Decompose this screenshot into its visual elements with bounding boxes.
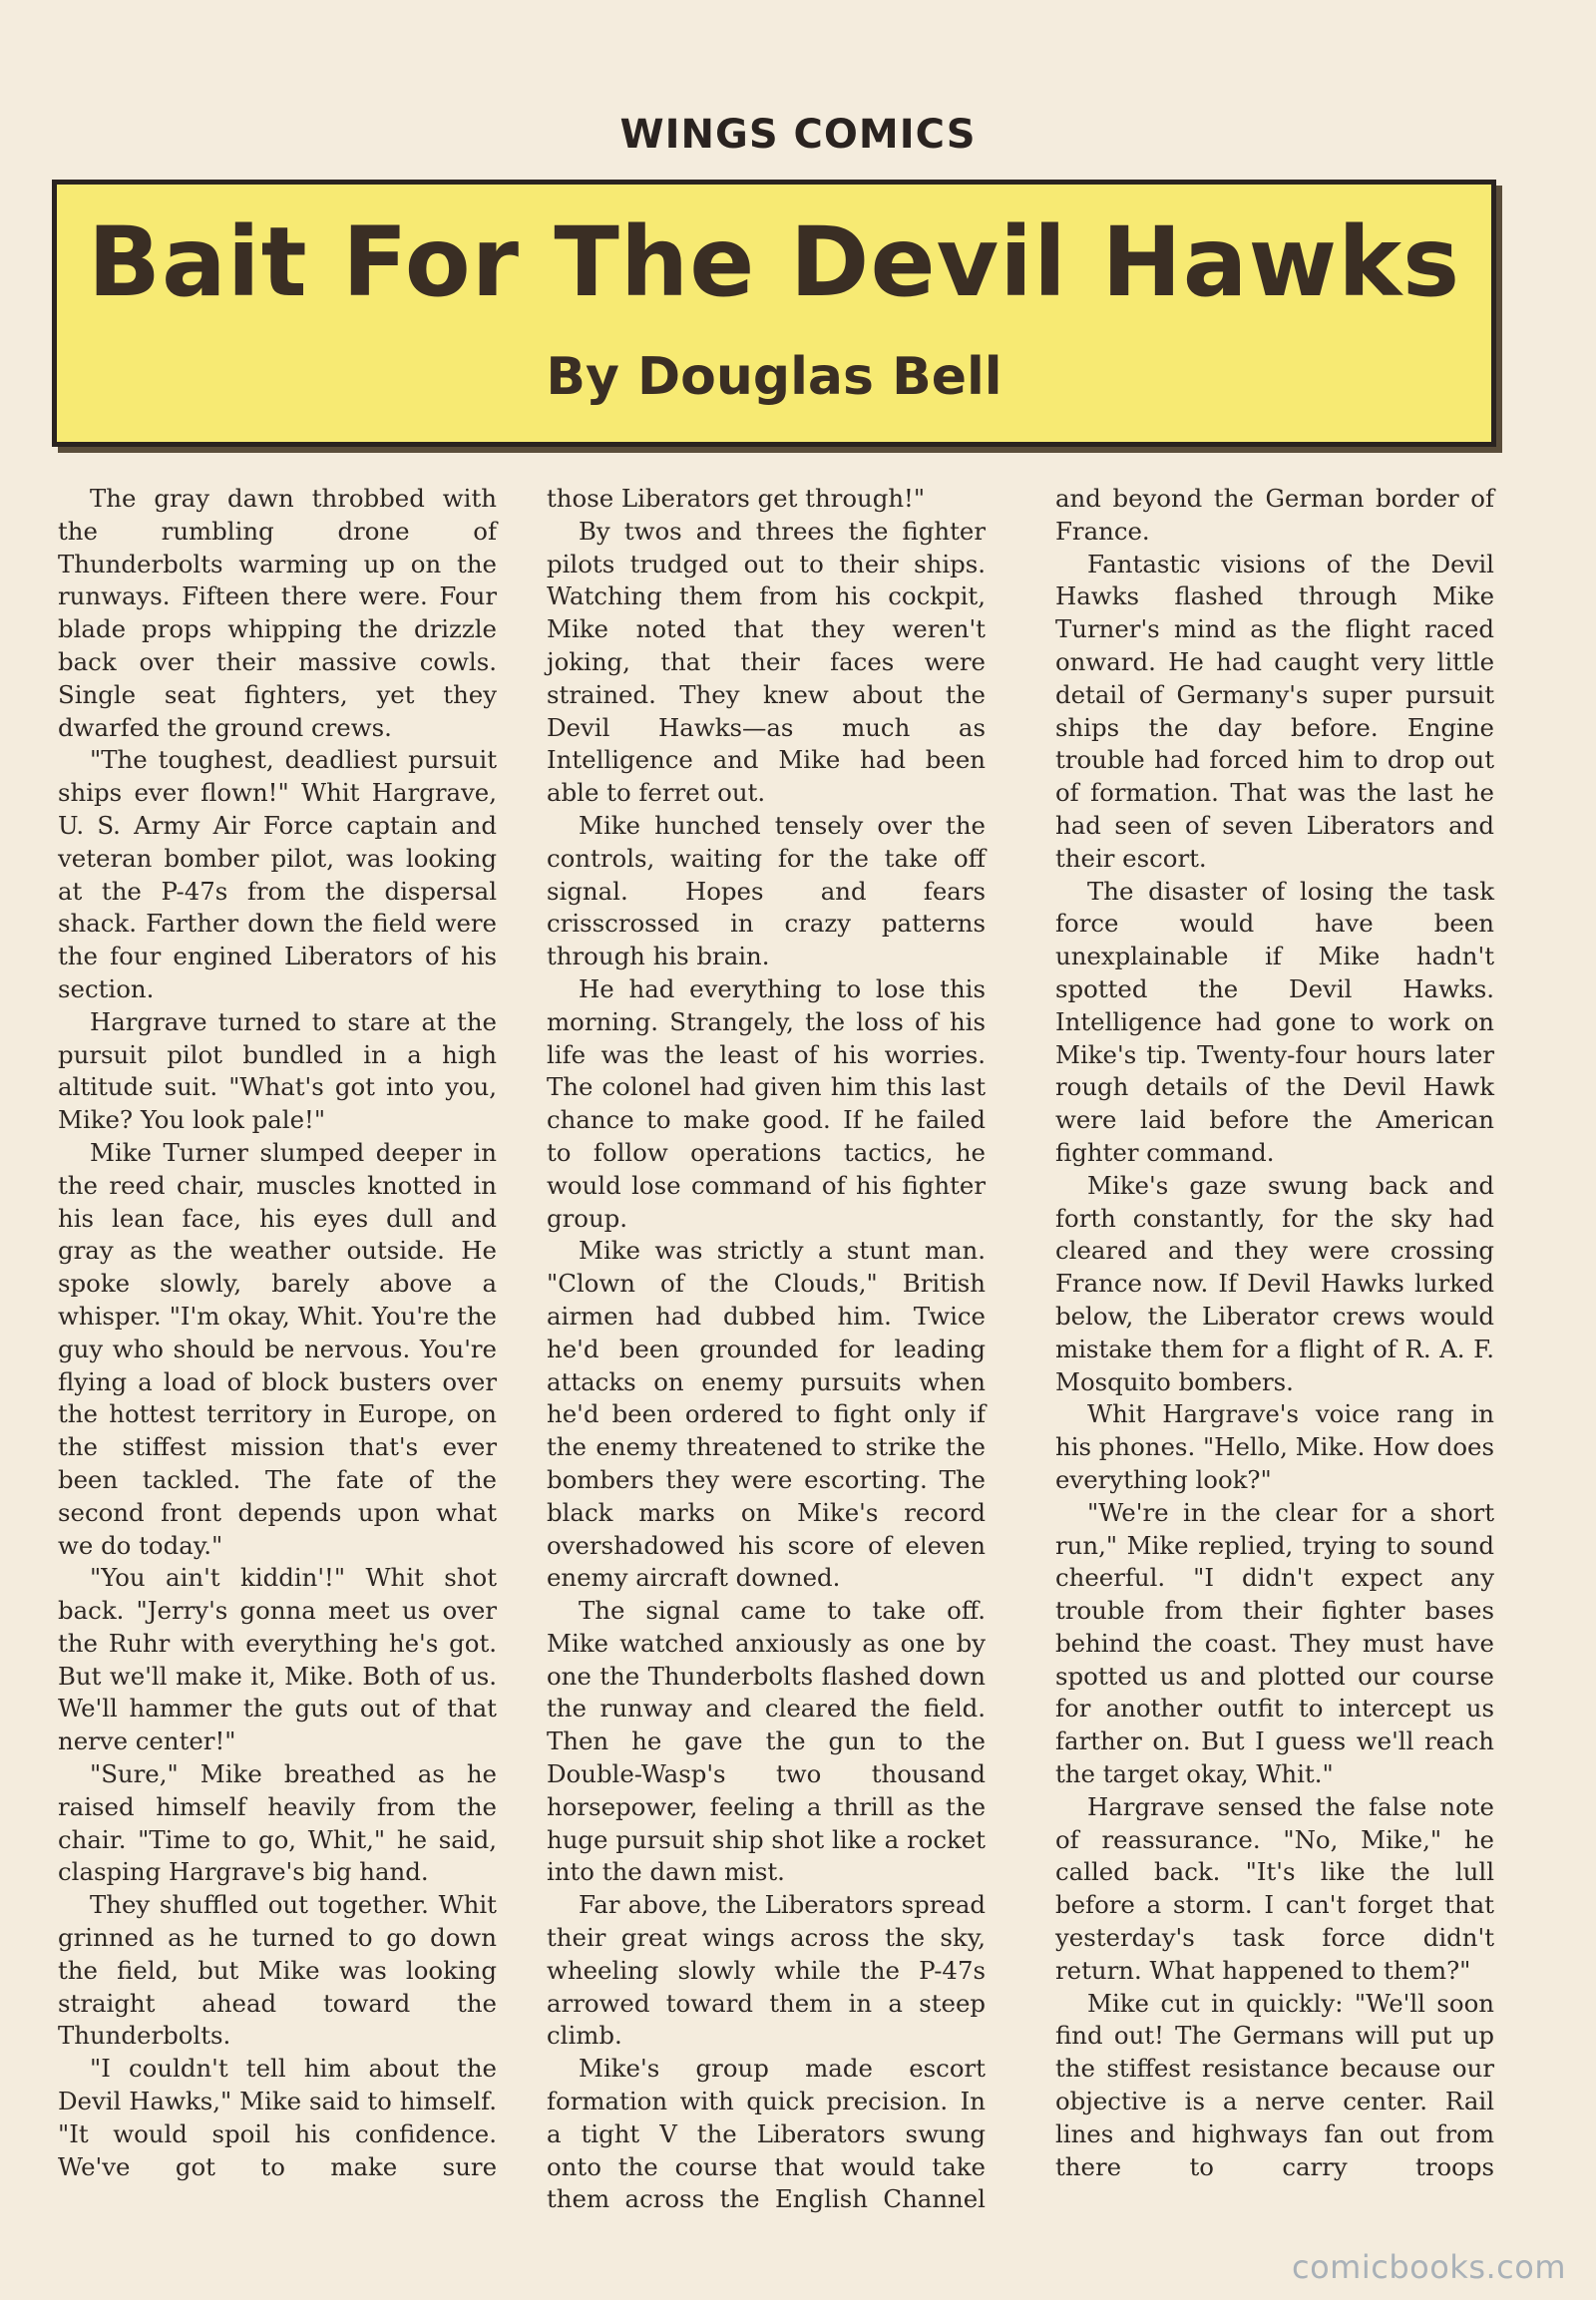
paragraph: Fantastic visions of the Devil Hawks flashed through Mike Turner's mind as the flight raced onward. He had caught very little detail of Germany's super pursuit ships the day before. Engine trouble had forced him to drop out of formation. That was the last he had seen of seven Liberators and their escort. bbox=[1055, 549, 1494, 873]
magazine-header: WINGS COMICS bbox=[619, 112, 977, 158]
paragraph: Mike's group made escort formation with quick precision. In a tight V the Liberators swung onto the course that would take them across the English Channel bbox=[547, 2054, 986, 2214]
text-column-3 bbox=[1055, 483, 1494, 2183]
paragraph: "I couldn't tell him about the Devil Hawks," Mike said to himself. "It would spoil his confidence. We've got to make sure bbox=[58, 2054, 497, 2181]
paragraph: They shuffled out together. Whit grinned as he turned to go down the field, but Mike was looking straight ahead toward the Thunderbolts. bbox=[58, 1890, 497, 2051]
paragraph: Mike's gaze swung back and forth constantly, for the sky had cleared and they were crossing France now. If Devil Hawks lurked below, the Liberator crews would mistake them for a flight of R. A. F. Mosquito bombers. bbox=[1055, 1170, 1494, 1396]
paragraph: The gray dawn throbbed with the rumbling drone of Thunderbolts warming up on the runways. Fifteen there were. Four blade props whipping the drizzle back over their massive cowls. Single seat fighters, yet they dwarfed the ground crews. bbox=[58, 484, 497, 742]
paragraph: and beyond the German border of France. bbox=[1055, 484, 1494, 546]
paragraph: Mike was strictly a stunt man. "Clown of the Clouds," British airmen had dubbed him. Twice he'd been grounded for leading attacks on enemy pursuits when he'd been ordered to fight only if the enemy threatened to strike the bombers they were escorting. The black marks on Mike's record overshadowed his score of eleven enemy aircraft downed. bbox=[547, 1236, 986, 1593]
paragraph: Mike Turner slumped deeper in the reed chair, muscles knotted in his lean face, his eyes dull and gray as the weather outside. He spoke slowly, barely above a whisper. "I'm okay, Whit. You're the guy who should be nervous. You're flying a load of block busters over the hottest territory in Europe, on the stiffest mission that's ever been tackled. The fate of the second front depends upon what we do today." bbox=[58, 1137, 497, 1560]
paragraph: Mike hunched tensely over the controls, waiting for the take off signal. Hopes and fears crisscrossed in crazy patterns through his brain. bbox=[547, 810, 986, 971]
paragraph: By twos and threes the fighter pilots trudged out to their ships. Watching them from his cockpit, Mike noted that they weren't joking, that their faces were strained. They knew about the Devil Hawks—as much as Intelligence and Mike had been able to ferret out. bbox=[547, 516, 986, 808]
paragraph: "The toughest, deadliest pursuit ships ever flown!" Whit Hargrave, U. S. Army Air Force captain and veteran bomber pilot, was looking at the P-47s from the dispersal shack. Farther down the field were the four engined Liberators of his section. bbox=[58, 745, 497, 1003]
paragraph: those Liberators get through!" bbox=[547, 484, 926, 513]
paragraph: Far above, the Liberators spread their great wings across the sky, wheeling slowly while the P-47s arrowed toward them in a steep climb. bbox=[547, 1890, 986, 2051]
paragraph: Whit Hargrave's voice rang in his phones. "Hello, Mike. How does everything look?" bbox=[1055, 1399, 1494, 1494]
paragraph: Hargrave turned to stare at the pursuit pilot bundled in a high altitude suit. "What's got into you, Mike? You look pale!" bbox=[58, 1006, 497, 1135]
paragraph: Hargrave sensed the false note of reassurance. "No, Mike," he called back. "It's like the lull before a storm. I can't forget that yesterday's task force didn't return. What happened to them?" bbox=[1055, 1791, 1494, 1985]
paragraph: Mike cut in quickly: "We'll soon find out! The Germans will put up the stiffest resistance because our objective is a nerve center. Rail lines and highways fan out from there to carry troops bbox=[1055, 1988, 1494, 2181]
site-watermark: comicbooks.com bbox=[1291, 2248, 1566, 2286]
paragraph: "Sure," Mike breathed as he raised himself heavily from the chair. "Time to go, Whit," he said, clasping Hargrave's big hand. bbox=[58, 1759, 497, 1887]
paragraph: He had everything to lose this morning. Strangely, the loss of his life was the least of his worries. The colonel had given him this last chance to make good. If he failed to follow operations tactics, he would lose command of his fighter group. bbox=[547, 973, 986, 1233]
text-column-2 bbox=[547, 483, 986, 2216]
story-title-box bbox=[52, 180, 1496, 447]
paragraph: The signal came to take off. Mike watched anxiously as one by one the Thunderbolts flashed down the runway and cleared the field. Then he gave the gun to the Double-Wasp's two thousand horsepower, feeling a thrill as the huge pursuit ship shot like a rocket into the dawn mist. bbox=[547, 1596, 986, 1887]
paragraph: The disaster of losing the task force would have been unexplainable if Mike hadn't spotted the Devil Hawks. Intelligence had gone to work on Mike's tip. Twenty-four hours later rough details of the Devil Hawk were laid before the American fighter command. bbox=[1055, 876, 1494, 1167]
text-column-1 bbox=[58, 483, 497, 2183]
story-byline: By Douglas Bell bbox=[546, 347, 1002, 407]
paragraph: "You ain't kiddin'!" Whit shot back. "Jerry's gonna meet us over the Ruhr with everything he's got. But we'll make it, Mike. Both of us. We'll hammer the guts out of that nerve center!" bbox=[58, 1563, 497, 1756]
paragraph: "We're in the clear for a short run," Mike replied, trying to sound cheerful. "I didn't expect any trouble from their fighter bases behind the coast. They must have spotted us and plotted our course for another outfit to intercept us farther on. But I guess we'll reach the target okay, Whit." bbox=[1055, 1497, 1494, 1789]
story-title: Bait For The Devil Hawks bbox=[87, 206, 1461, 318]
